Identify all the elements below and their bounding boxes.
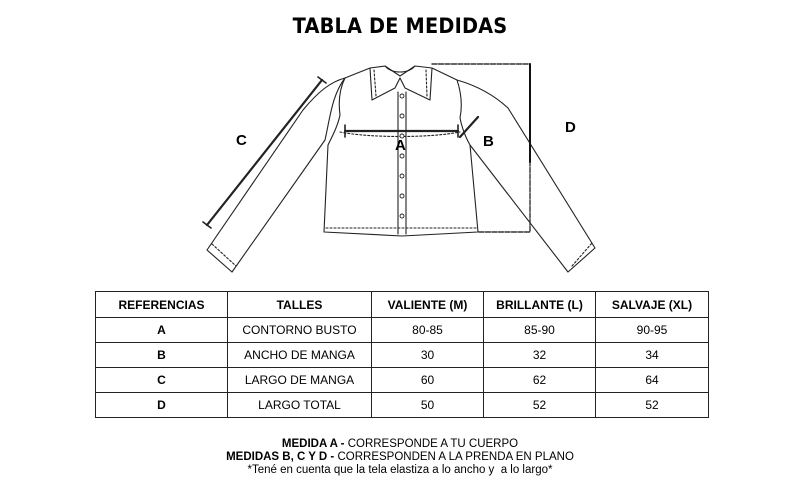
header-talles: TALLES: [228, 292, 372, 318]
cell-talle: CONTORNO BUSTO: [228, 318, 372, 343]
button-dot: [400, 94, 404, 98]
header-size-xl: SALVAJE (XL): [596, 292, 709, 318]
note-line-1: [0, 438, 800, 451]
button-dot: [400, 154, 404, 158]
cell-value: 50: [372, 393, 484, 418]
cell-ref: D: [96, 393, 228, 418]
cell-value: 62: [484, 368, 596, 393]
table-row: [96, 368, 709, 393]
notes: [0, 438, 800, 477]
note-line-3: *Tené en cuenta que la tela elastiza a lo ancho y a lo largo*: [247, 464, 553, 476]
cell-value: 60: [372, 368, 484, 393]
note-2-bold: MEDIDAS B, C Y D -: [226, 451, 335, 463]
table-row: [96, 393, 709, 418]
note-2-text: CORRESPONDEN A LA PRENDA EN PLANO: [334, 451, 574, 463]
note-1-text: CORRESPONDE A TU CUERPO: [344, 438, 519, 450]
cell-talle: LARGO DE MANGA: [228, 368, 372, 393]
cell-talle: ANCHO DE MANGA: [228, 343, 372, 368]
size-table: [95, 291, 709, 418]
label-b: B: [483, 133, 494, 150]
table-header-row: [96, 292, 709, 318]
cell-value: 52: [484, 393, 596, 418]
cell-value: 32: [484, 343, 596, 368]
cell-ref: B: [96, 343, 228, 368]
left-sleeve: [207, 78, 345, 272]
cell-talle: LARGO TOTAL: [228, 393, 372, 418]
header-referencias: REFERENCIAS: [96, 292, 228, 318]
header-size-m: VALIENTE (M): [372, 292, 484, 318]
cell-value: 64: [596, 368, 709, 393]
cell-ref: C: [96, 368, 228, 393]
button-dot: [400, 174, 404, 178]
button-dot: [400, 214, 404, 218]
table-row: [96, 343, 709, 368]
cell-value: 30: [372, 343, 484, 368]
label-a: A: [395, 137, 406, 154]
cell-value: 34: [596, 343, 709, 368]
cell-value: 90-95: [596, 318, 709, 343]
table-row: [96, 318, 709, 343]
cell-ref: A: [96, 318, 228, 343]
header-size-l: BRILLANTE (L): [484, 292, 596, 318]
page-title: TABLA DE MEDIDAS: [292, 14, 508, 38]
button-dot: [400, 114, 404, 118]
label-d: D: [565, 119, 576, 136]
right-sleeve: [457, 80, 595, 272]
cell-value: 85-90: [484, 318, 596, 343]
measure-c-line: [207, 80, 322, 225]
cell-value: 52: [596, 393, 709, 418]
placket: [398, 92, 406, 234]
cell-value: 80-85: [372, 318, 484, 343]
button-dot: [400, 194, 404, 198]
note-1-bold: MEDIDA A -: [281, 438, 345, 450]
label-c: C: [236, 132, 247, 149]
note-line-2: [0, 451, 800, 464]
